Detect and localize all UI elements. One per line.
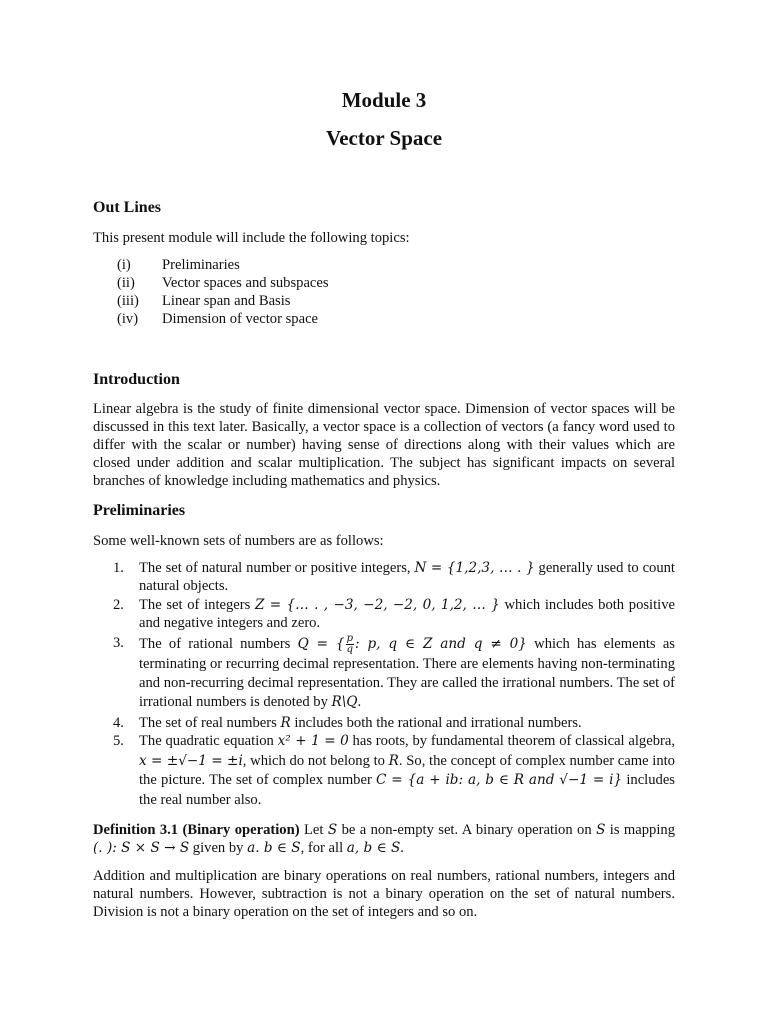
list-item-number: 4. [113,715,124,731]
outlines-heading: Out Lines [93,199,162,216]
outline-topic: Dimension of vector space [162,311,319,327]
closing-paragraph: Addition and multiplication are binary operations on real numbers, rational numbers, integers and natural numbers. However, subtraction is not a binary operation on the set of natural numbers. Division is not a binary operation on the set of integers and so on. [93,868,675,920]
introduction-heading: Introduction [93,371,180,388]
definition-paragraph: Definition 3.1 (Binary operation) Let S be a non-empty set. A binary operation on S is mapping (. ): S × S → S given by a. b ∈ S, for all a, b ∈ S. [93,822,676,856]
outlines-intro: This present module will include the following topics: [93,230,410,246]
list-item-text: The quadratic equation x² + 1 = 0 has roots, by fundamental theorem of classical algebra, x = ±√−1 = ±i, which do not belong to R. So, the concept of complex number came into the picture. The set of complex number C = {a + ib: a, b ∈ R and √−1 = i} includes the real number also. [139,733,675,808]
list-item-text: The set of real numbers R includes both the rational and irrational numbers. [139,715,582,731]
list-item [93,596,675,632]
list-item [93,714,675,732]
outline-numeral: (iii) [117,293,139,309]
outline-numeral: (ii) [117,275,135,291]
module-subtitle: Vector Space [325,126,443,150]
preliminaries-intro: Some well-known sets of numbers are as follows: [93,533,384,549]
list-item-text: The set of integers Z = {… . , −3, −2, −2, 0, 1,2, … } which includes both positive and negative integers and zero. [139,597,675,631]
list-item [93,634,675,714]
outline-topic: Vector spaces and subspaces [162,275,329,291]
outline-topic: Preliminaries [162,257,240,273]
list-item-number: 3. [113,635,124,651]
list-item-text: The of rational numbers Q = { $\frac{p}{q}$ : p, q ∈ Z and q ≠ 0} which has elements as terminating or recurring decimal representation. There are elements having non-terminating and non-recurring decimal representation. They are called the irrational numbers. The set of irrational numbers is denoted by R\Q. [139,633,675,710]
fraction: $\frac{p}{q}$ [346,633,353,655]
list-item-text: The set of natural number or positive integers, N = {1,2,3, … . } generally used to count natural objects. [139,560,675,594]
preliminaries-heading: Preliminaries [93,502,186,519]
module-title: Module 3 [341,88,427,112]
outline-topic: Linear span and Basis [162,293,291,309]
list-item [93,732,675,810]
list-item-number: 1. [113,560,124,576]
definition-label: Definition 3.1 (Binary operation) [93,822,300,838]
outline-numeral: (i) [117,257,131,273]
list-item-number: 5. [113,733,124,749]
introduction-body: Linear algebra is the study of finite dimensional vector space. Dimension of vector spaces will be discussed in this text later. Basically, a vector space is a collection of vectors (a fancy word used to differ with the scalar or number) having sense of directions along with their values which are closed under addition and scalar multiplication. The subject has significant impacts on several branches of knowledge including mathematics and physics. [93,401,675,489]
outline-numeral: (iv) [117,311,139,327]
list-item-number: 2. [113,597,124,613]
list-item [93,559,675,595]
